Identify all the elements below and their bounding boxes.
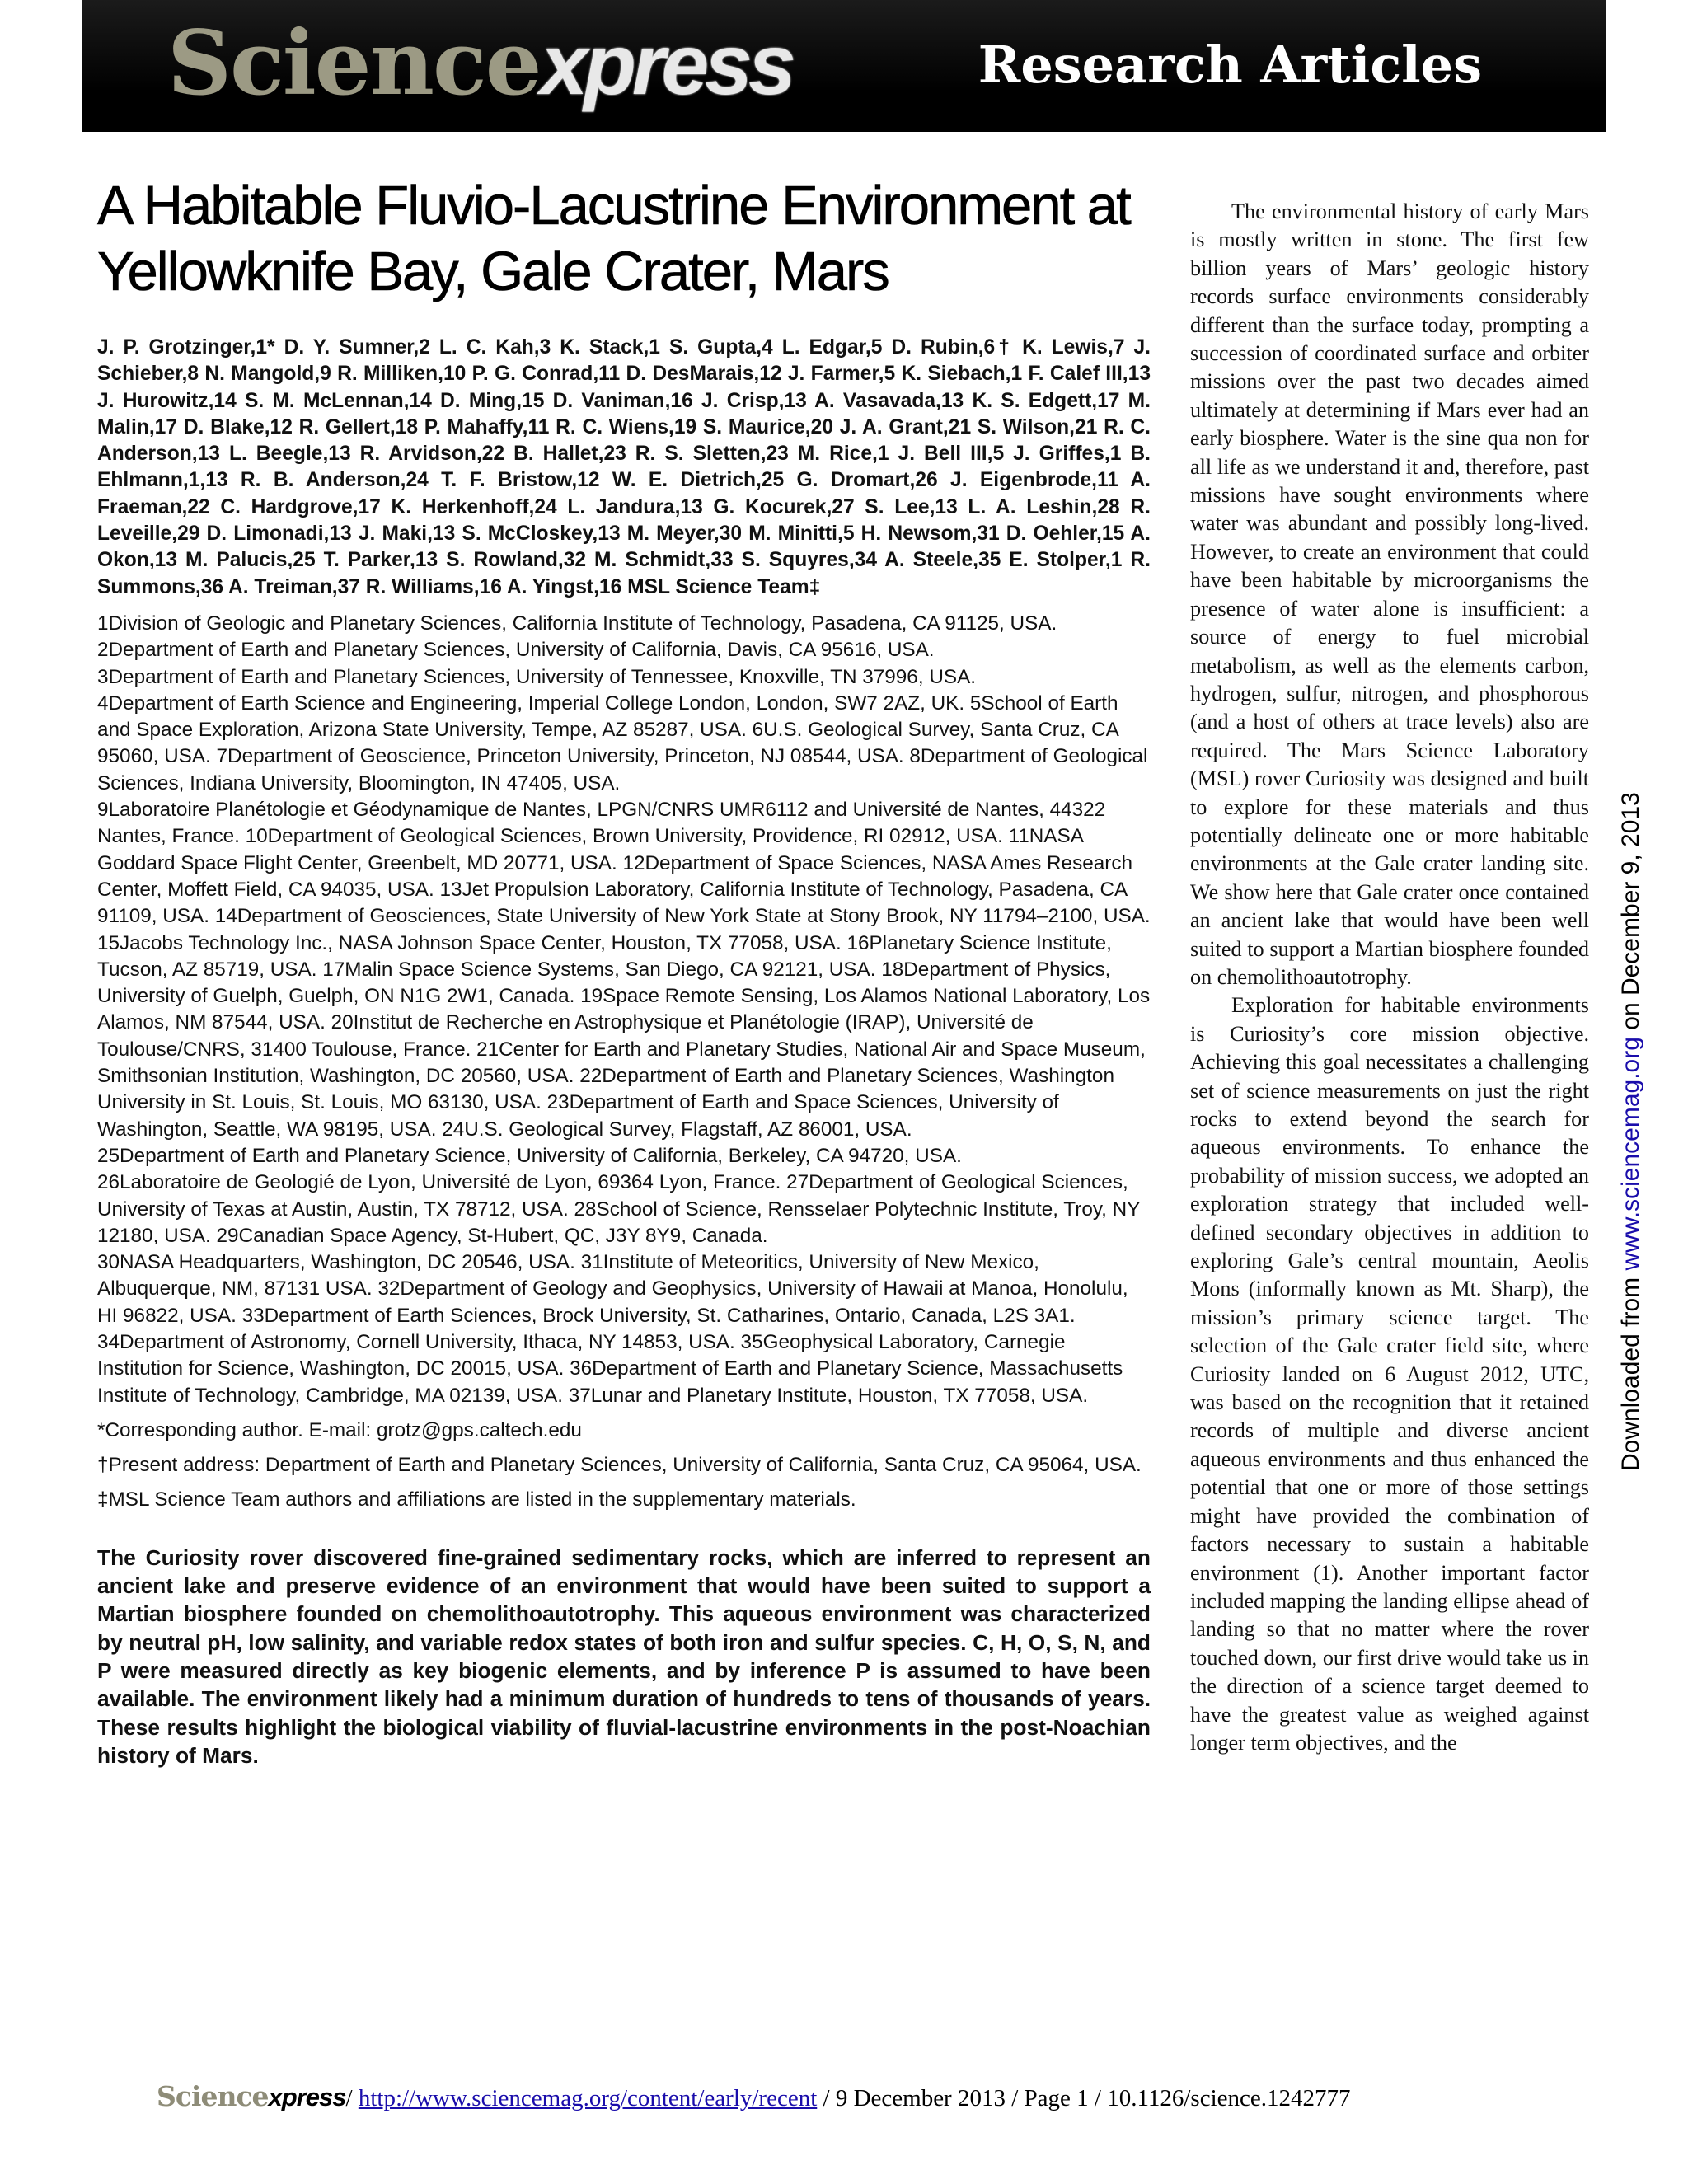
corresponding-author: *Corresponding author. E-mail: grotz@gps.caltech.edu xyxy=(97,1418,582,1441)
footer-details: / 9 December 2013 / Page 1 / 10.1126/science.1242777 xyxy=(817,2085,1351,2111)
msl-team-note: ‡MSL Science Team authors and affiliations are listed in the supplementary materials. xyxy=(97,1488,856,1511)
download-watermark xyxy=(1617,647,1650,1471)
body-paragraph-2: Exploration for habitable environments is Curiosity’s core mission objective. Achieving this goal necessitates a challenging set of science measurements on just the right rocks to extend beyond the search for aqueous environments. To enhance the probability of mission success, we adopted an exploration strategy that included well-defined secondary objectives in addition to exploring Gale’s central mountain, Aeolis Mons (informally known as Mt. Sharp), the mission’s primary science target. The selection of the Gale crater field site, where Curiosity landed on 6 August 2012, UTC, was based on the recognition that it retained records of multiple and diverse ancient aqueous environments and thus enhanced the potential that one or more of those settings might have provided the combination of factors necessary to sustain a habitable environment (1). Another important factor included mapping the landing ellipse ahead of landing so that no matter where the rover touched down, our first drive would take us in the direction of a science target deemed to have the greatest value as weighed against longer term objectives, and the xyxy=(1190,993,1589,1755)
download-prefix: Downloaded from xyxy=(1617,1270,1644,1471)
affiliations: 1Division of Geologic and Planetary Sciences, California Institute of Technology, Pasadena, CA 91125, USA. 2Department of Earth and Planetary Sciences, University of California, Davis, CA 95616, USA. 3Department of Earth and Planetary Sciences, University of Tennessee, Knoxville, TN 37996, USA. 4Department of Earth Science and Engineering, Imperial College London, London, SW7 2AZ, UK. 5School of Earth and Space Exploration, Arizona State University, Tempe, AZ 85287, USA. 6U.S. Geological Survey, Santa Cruz, CA 95060, USA. 7Department of Geoscience, Princeton University, Princeton, NJ 08544, USA. 8Department of Geological Sciences, Indiana University, Bloomington, IN 47405, USA. 9Laboratoire Planétologie et Géodynamique de Nantes, LPGN/CNRS UMR6112 and Université de Nantes, 44322 Nantes, France. 10Department of Geological Sciences, Brown University, Providence, RI 02912, USA. 11NASA Goddard Space Flight Center, Greenbelt, MD 20771, USA. 12Department of Space Sciences, NASA Ames Research Center, Moffett Field, CA 94035, USA. 13Jet Propulsion Laboratory, California Institute of Technology, Pasadena, CA 91109, USA. 14Department of Geosciences, State University of New York State at Stony Brook, NY 11794–2100, USA. 15Jacobs Technology Inc., NASA Johnson Space Center, Houston, TX 77058, USA. 16Planetary Science Institute, Tucson, AZ 85719, USA. 17Malin Space Science Systems, San Diego, CA 92121, USA. 18Department of Physics, University of Guelph, Guelph, ON N1G 2W1, Canada. 19Space Remote Sensing, Los Alamos National Laboratory, Los Alamos, NM 87544, USA. 20Institut de Recherche en Astrophysique et Planétologie (IRAP), Université de Toulouse/CNRS, 31400 Toulouse, France. 21Center for Earth and Planetary Studies, National Air and Space Museum, Smithsonian Institution, Washington, DC 20560, USA. 22Department of Earth and Planetary Sciences, Washington University in St. Louis, St. Louis, MO 63130, USA. 23Department of Earth and Space Sciences, University of Washington, Seattle, WA 98195, USA. 24U.S. Geological Survey, Flagstaff, AZ 86001, USA. 25Department of Earth and Planetary Science, University of California, Berkeley, CA 94720, USA. 26Laboratoire de Geologié de Lyon, Université de Lyon, 69364 Lyon, France. 27Department of Geological Sciences, University of Texas at Austin, Austin, TX 78712, USA. 28School of Science, Rensselaer Polytechnic Institute, Troy, NY 12180, USA. 29Canadian Space Agency, St-Hubert, QC, J3Y 8Y9, Canada. 30NASA Headquarters, Washington, DC 20546, USA. 31Institute of Meteoritics, University of New Mexico, Albuquerque, NM, 87131 USA. 32Department of Geology and Geophysics, University of Hawaii at Manoa, Honolulu, HI 96822, USA. 33Department of Earth Sciences, Brock University, St. Catharines, Ontario, Canada, L2S 3A1. 34Department of Astronomy, Cornell University, Ithaca, NY 14853, USA. 35Geophysical Laboratory, Carnegie Institution for Science, Washington, DC 20015, USA. 36Department of Earth and Planetary Science, Massachusetts Institute of Technology, Cambridge, MA 02139, USA. 37Lunar and Planetary Institute, Houston, TX 77058, USA. xyxy=(97,612,1151,1407)
sciencexpress-logo xyxy=(167,12,792,115)
header-banner xyxy=(82,0,1606,132)
footer-logo-science: Science xyxy=(157,2080,269,2112)
footer-logo-express: xpress xyxy=(268,2083,346,2111)
section-label: Research Articles xyxy=(978,35,1482,95)
body-column xyxy=(1190,198,1589,1757)
footer-url-link[interactable]: http://www.sciencemag.org/content/early/recent xyxy=(358,2085,818,2111)
article-front-matter xyxy=(97,173,1151,1769)
download-suffix: on December 9, 2013 xyxy=(1617,792,1644,1038)
footer-slash: / xyxy=(345,2085,359,2111)
page-footer xyxy=(157,2080,1558,2112)
logo-science-text: Science xyxy=(167,12,541,115)
author-list: J. P. Grotzinger,1* D. Y. Sumner,2 L. C. Kah,3 K. Stack,1 S. Gupta,4 L. Edgar,5 D. Rubin,6† K. Lewis,7 J. Schieber,8 N. Mangold,9 R. Milliken,10 P. G. Conrad,11 D. DesMarais,12 J. Farmer,5 K. Siebach,1 F. Calef III,13 J. Hurowitz,14 S. M. McLennan,14 D. Ming,15 D. Vaniman,16 J. Crisp,13 A. Vasavada,13 K. S. Edgett,17 M. Malin,17 D. Blake,12 R. Gellert,18 P. Mahaffy,11 R. C. Wiens,19 S. Maurice,20 J. A. Grant,21 S. Wilson,21 R. C. Anderson,13 L. Beegle,13 R. Arvidson,22 B. Hallet,23 R. S. Sletten,23 M. Rice,1 J. Bell III,5 J. Griffes,1 B. Ehlmann,1,13 R. B. Anderson,24 T. F. Bristow,12 W. E. Dietrich,25 G. Dromart,26 J. Eigenbrode,11 A. Fraeman,22 C. Hardgrove,17 K. Herkenhoff,24 L. Jandura,13 G. Kocurek,27 S. Lee,13 L. A. Leshin,28 R. Leveille,29 D. Limonadi,13 J. Maki,13 S. McCloskey,13 M. Meyer,30 M. Minitti,5 H. Newsom,31 D. Oehler,15 A. Okon,13 M. Palucis,25 T. Parker,13 S. Rowland,32 M. Schmidt,33 S. Squyres,34 A. Steele,35 E. Stolper,1 R. Summons,36 A. Treiman,37 R. Williams,16 A. Yingst,16 MSL Science Team‡ xyxy=(97,336,1151,598)
article-title: A Habitable Fluvio-Lacustrine Environment at Yellowknife Bay, Gale Crater, Mars xyxy=(97,175,1130,302)
present-address: †Present address: Department of Earth and Planetary Sciences, University of California, Santa Cruz, CA 95064, USA. xyxy=(97,1454,1142,1477)
body-paragraph-1: The environmental history of early Mars is mostly written in stone. The first few billion years of Mars’ geologic history records surface environments considerably different than the surface today, prompting a succession of coordinated surface and orbiter missions over the past two decades aimed ultimately at determining if Mars ever had an early biosphere. Water is the sine qua non for all life as we understand it and, therefore, past missions have sought environments where water was abundant and possibly long-lived. However, to create an environment that could have been habitable by microorganisms the presence of water alone is insufficient: a source of energy to fuel microbial metabolism, as well as the elements carbon, hydrogen, sulfur, nitrogen, and phosphorous (and a host of others at trace levels) also are required. The Mars Science Laboratory (MSL) rover Curiosity was designed and built to explore for these materials and thus potentially delineate one or more habitable environments at the Gale crater landing site. We show here that Gale crater once contained an ancient lake that would have been well suited to support a Martian biosphere founded on chemolithoautotrophy. xyxy=(1190,199,1589,989)
download-link[interactable]: www.sciencemag.org xyxy=(1617,1037,1644,1271)
logo-express-text: xpress xyxy=(540,17,792,113)
abstract: The Curiosity rover discovered fine-grained sedimentary rocks, which are inferred to represent an ancient lake and preserve evidence of an environment that would have been suited to support a Martian biosphere founded on chemolithoautotrophy. This aqueous environment was characterized by neutral pH, low salinity, and variable redox states of both iron and sulfur species. C, H, O, S, N, and P were measured directly as key biogenic elements, and by inference P is assumed to have been available. The environment likely had a minimum duration of hundreds to tens of thousands of years. These results highlight the biological viability of fluvial-lacustrine environments in the post-Noachian history of Mars. xyxy=(97,1544,1151,1768)
